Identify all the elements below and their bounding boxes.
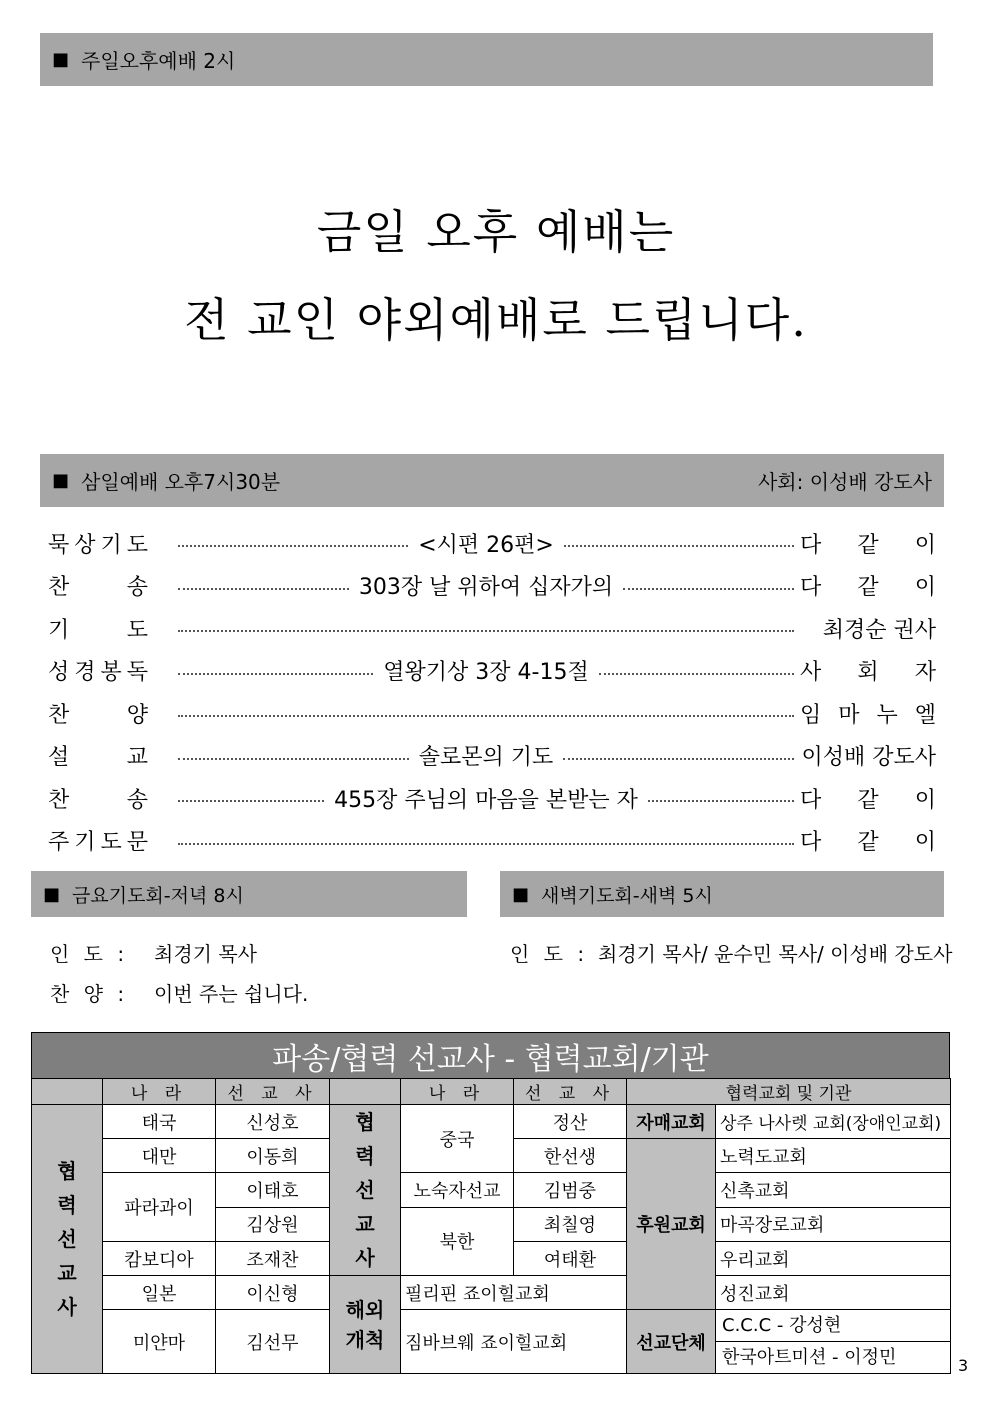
table-cell: 이신형 [216, 1276, 330, 1310]
program-label: 성 경 봉 독 [48, 660, 148, 685]
table-cell: 여태환 [514, 1242, 627, 1276]
program-person: 다 같 이 [800, 575, 936, 600]
program-label: 찬 송 [48, 787, 148, 813]
table-cell: 대만 [103, 1139, 216, 1173]
table-cell: 노력도교회 [716, 1139, 951, 1173]
program-row [48, 740, 936, 772]
program-person: 다 같 이 [800, 532, 936, 558]
table-row [32, 1173, 951, 1207]
program-row [48, 782, 936, 814]
column-header: 나 라 [103, 1079, 216, 1105]
program-person: 다 같 이 [800, 787, 936, 813]
table-cell: 미얀마 [103, 1310, 216, 1374]
program-row [48, 825, 936, 857]
table-cell: 캄보디아 [103, 1242, 216, 1276]
program-label: 주 기 도 문 [48, 830, 148, 855]
section-header-wednesday [40, 454, 944, 507]
program-detail: 솔로몬의 기도 [178, 740, 794, 771]
program-detail: 455장 주님의 마음을 본받는 자 [178, 783, 794, 814]
table-cell: 일본 [103, 1276, 216, 1310]
column-header: 선 교 사 [514, 1079, 627, 1105]
program-row [48, 570, 936, 602]
column-header: 선 교 사 [216, 1079, 330, 1105]
service-leader: 사회: 이성배 강도사 [757, 470, 932, 494]
table-row [32, 1105, 951, 1139]
table-cell: 파라과이 [103, 1173, 216, 1242]
program-person: 임 마 누 엘 [800, 702, 936, 728]
table-cell: 성진교회 [716, 1276, 951, 1310]
table-cell: 김상원 [216, 1207, 330, 1241]
table-cell: 김선무 [216, 1310, 330, 1374]
table-cell: 신촉교회 [716, 1173, 951, 1207]
table-cell: 신성호 [216, 1105, 330, 1139]
section-header-sunday-afternoon [40, 33, 933, 86]
group-label-cooperating-2: 협 력 선 교 사 [330, 1105, 401, 1276]
program-person: 이성배 강도사 [801, 745, 936, 770]
program-row [48, 655, 936, 687]
missions-title: 파송/협력 선교사 - 협력교회/기관 [31, 1032, 950, 1078]
table-cell: 상주 나사렛 교회(장애인교회) [716, 1105, 951, 1139]
program-person: 사 회 자 [800, 660, 936, 685]
program-person: 다 같 이 [800, 830, 936, 855]
friday-lead [50, 938, 257, 967]
table-cell: 조재찬 [216, 1242, 330, 1276]
program-detail [178, 624, 794, 632]
org-item: C.C.C - 강성현 [716, 1310, 950, 1342]
section-title: 삼일예배 오후7시30분 [81, 470, 281, 494]
section-title: 금요기도회-저녁 8시 [72, 884, 244, 907]
table-cell: 중국 [401, 1105, 514, 1173]
program-label: 설 교 [48, 745, 148, 770]
program-detail: 열왕기상 3장 4-15절 [178, 655, 794, 686]
column-header: 협력교회 및 기관 [627, 1079, 951, 1105]
info-label: 찬 양 : [50, 982, 129, 1006]
table-cell: 태국 [103, 1105, 216, 1139]
program-label: 찬 송 [48, 575, 148, 600]
table-header-row [32, 1079, 951, 1105]
friday-praise [50, 978, 308, 1007]
table-cell: 필리핀 죠이힐교회 [401, 1276, 627, 1310]
square-bullet-icon: ■ [43, 883, 61, 905]
info-label: 인 도 : [510, 942, 589, 966]
program-detail [178, 837, 794, 845]
table-cell: 이태호 [216, 1173, 330, 1207]
dawn-lead [510, 938, 952, 967]
table-cell: 이동희 [216, 1139, 330, 1173]
info-label: 인 도 : [50, 942, 129, 966]
info-value: 이번 주는 쉽니다. [154, 982, 309, 1006]
program-detail: <시편 26편> [178, 528, 794, 559]
missions-table [31, 1078, 951, 1374]
notice-line-1: 금일 오후 예배는 [316, 205, 676, 259]
program-person: 최경순 권사 [822, 617, 936, 643]
row-label-org: 선교단체 [627, 1310, 716, 1374]
section-header-friday [31, 871, 467, 917]
group-label-cooperating: 협 력 선 교 사 [32, 1105, 103, 1374]
notice-line-2: 전 교인 야외예배로 드립니다. [184, 293, 808, 347]
table-cell: 노숙자선교 [401, 1173, 514, 1207]
org-item: 한국아트미션 - 이정민 [722, 1347, 897, 1368]
square-bullet-icon: ■ [512, 883, 530, 905]
row-label-sister: 자매교회 [627, 1105, 716, 1139]
table-cell: 한선생 [514, 1139, 627, 1173]
table-cell: 마곡장로교회 [716, 1207, 951, 1241]
square-bullet-icon: ■ [52, 470, 70, 491]
program-label: 묵 상 기 도 [48, 532, 148, 558]
table-cell: 김범중 [514, 1173, 627, 1207]
table-cell [716, 1310, 951, 1374]
program-row [48, 527, 936, 559]
page-number: 3 [958, 1356, 969, 1375]
square-bullet-icon: ■ [52, 49, 70, 70]
table-row [32, 1276, 951, 1310]
program-detail: 303장 날 위하여 십자가의 [178, 570, 794, 601]
section-title: 새벽기도회-새벽 5시 [541, 884, 713, 907]
info-value: 최경기 목사/ 윤수민 목사/ 이성배 강도사 [598, 942, 953, 966]
group-label-overseas: 해외 개척 [330, 1276, 401, 1374]
table-cell: 짐바브웨 죠이힐교회 [401, 1310, 627, 1374]
program-detail [178, 709, 794, 717]
row-label-support: 후원교회 [627, 1139, 716, 1310]
program-label: 찬 양 [48, 702, 148, 728]
program-row [48, 612, 936, 644]
section-title: 주일오후예배 2시 [81, 49, 236, 73]
column-header: 나 라 [401, 1079, 514, 1105]
table-cell: 최칠영 [514, 1207, 627, 1241]
table-row [32, 1310, 951, 1374]
section-header-dawn [500, 871, 944, 917]
table-cell: 북한 [401, 1207, 514, 1275]
program-label: 기 도 [48, 617, 148, 643]
table-cell: 정산 [514, 1105, 627, 1139]
info-value: 최경기 목사 [154, 942, 257, 966]
table-cell: 우리교회 [716, 1242, 951, 1276]
program-row [48, 697, 936, 729]
